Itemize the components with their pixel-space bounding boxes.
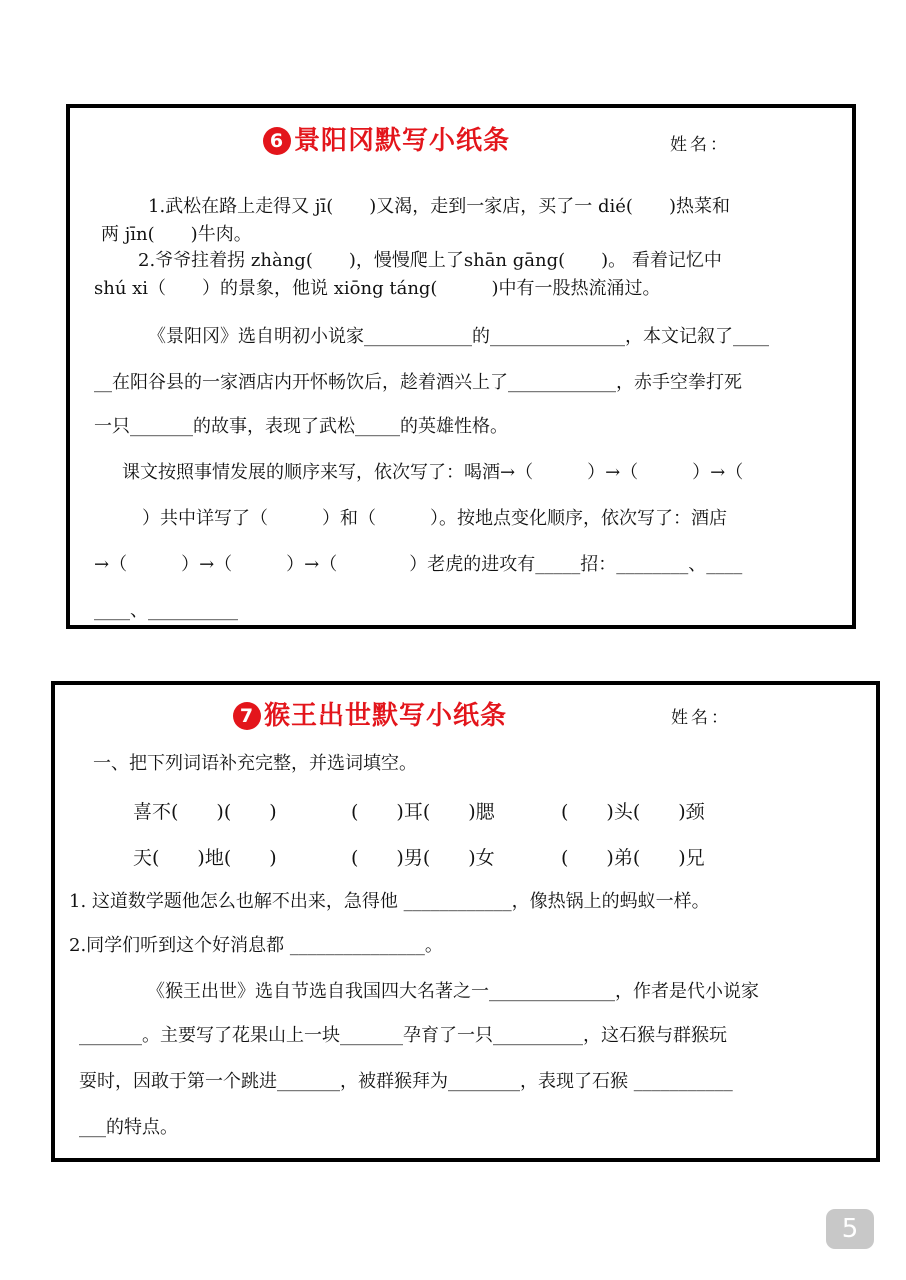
card-title (233, 695, 507, 732)
idiom-blank: ( )头( )颈 (561, 801, 705, 823)
page-number-badge: 5 (826, 1209, 874, 1249)
text-line: 1.武松在路上走得又 jī( )又渴，走到一家店，买了一 dié( )热菜和 (148, 196, 730, 217)
text-line: →（ ）→（ ）→（ ）老虎的进攻有_____招：________、____ (94, 554, 743, 575)
text-line: 耍时，因敢于第一个跳进_______，被群猴拜为________，表现了石猴 ___________ (79, 1071, 733, 1092)
text-line: 《猴王出世》选自节选自我国四大名著之一______________，作者是代小说家 (147, 981, 759, 1002)
text-line: _______。主要写了花果山上一块_______孕育了一只__________，这石猴与群猴玩 (79, 1025, 727, 1046)
text-line: 2.爷爷拄着拐 zhàng( )，慢慢爬上了shān gāng( )。 看着记忆中 (138, 250, 722, 271)
text-line: 1. 这道数学题他怎么也解不出来，急得他 ____________，像热锅上的蚂蚁一样。 (69, 891, 710, 912)
idiom-blank: ( )弟( )兄 (561, 847, 705, 869)
text-line: 2.同学们听到这个好消息都 _______________。 (69, 935, 443, 956)
card-title-text: 猴王出世默写小纸条 (264, 701, 508, 731)
text-line: 课文按照事情发展的顺序来写，依次写了：喝酒→（ ）→（ ）→（ (122, 462, 744, 483)
text-line: ____、__________ (94, 600, 238, 621)
name-field-label: 姓名： (670, 135, 730, 155)
text-line: 《景阳冈》选自明初小说家____________的_______________，本文记叙了____ (148, 326, 769, 347)
text-line: ）共中详写了（ ）和（ ）。按地点变化顺序，依次写了：酒店 (142, 508, 727, 529)
text-line: __在阳谷县的一家酒店内开怀畅饮后，趁着酒兴上了____________，赤手空拳打死 (94, 372, 742, 393)
circled-number: 6 (263, 127, 291, 155)
idiom-blank: 喜不( )( ) (133, 801, 277, 823)
section-heading: 一、把下列词语补充完整，并选词填空。 (93, 753, 417, 774)
card-title (263, 120, 510, 157)
text-line: shú xi（ ）的景象，他说 xiōng táng( )中有一股热流涌过。 (94, 278, 661, 299)
idiom-blank: 天( )地( ) (133, 847, 277, 869)
text-line: ___的特点。 (79, 1117, 178, 1138)
card-houwangchushi (51, 681, 880, 1162)
idiom-blank: ( )男( )女 (351, 847, 495, 869)
card-jingyanggang (66, 104, 856, 629)
name-field-label: 姓名： (671, 708, 731, 728)
text-line: 一只_______的故事，表现了武松_____的英雄性格。 (94, 416, 508, 437)
text-line: 两 jīn( )牛肉。 (101, 224, 252, 245)
idiom-blank: ( )耳( )腮 (351, 801, 495, 823)
card-title-text: 景阳冈默写小纸条 (294, 126, 511, 156)
circled-number: 7 (233, 702, 261, 730)
